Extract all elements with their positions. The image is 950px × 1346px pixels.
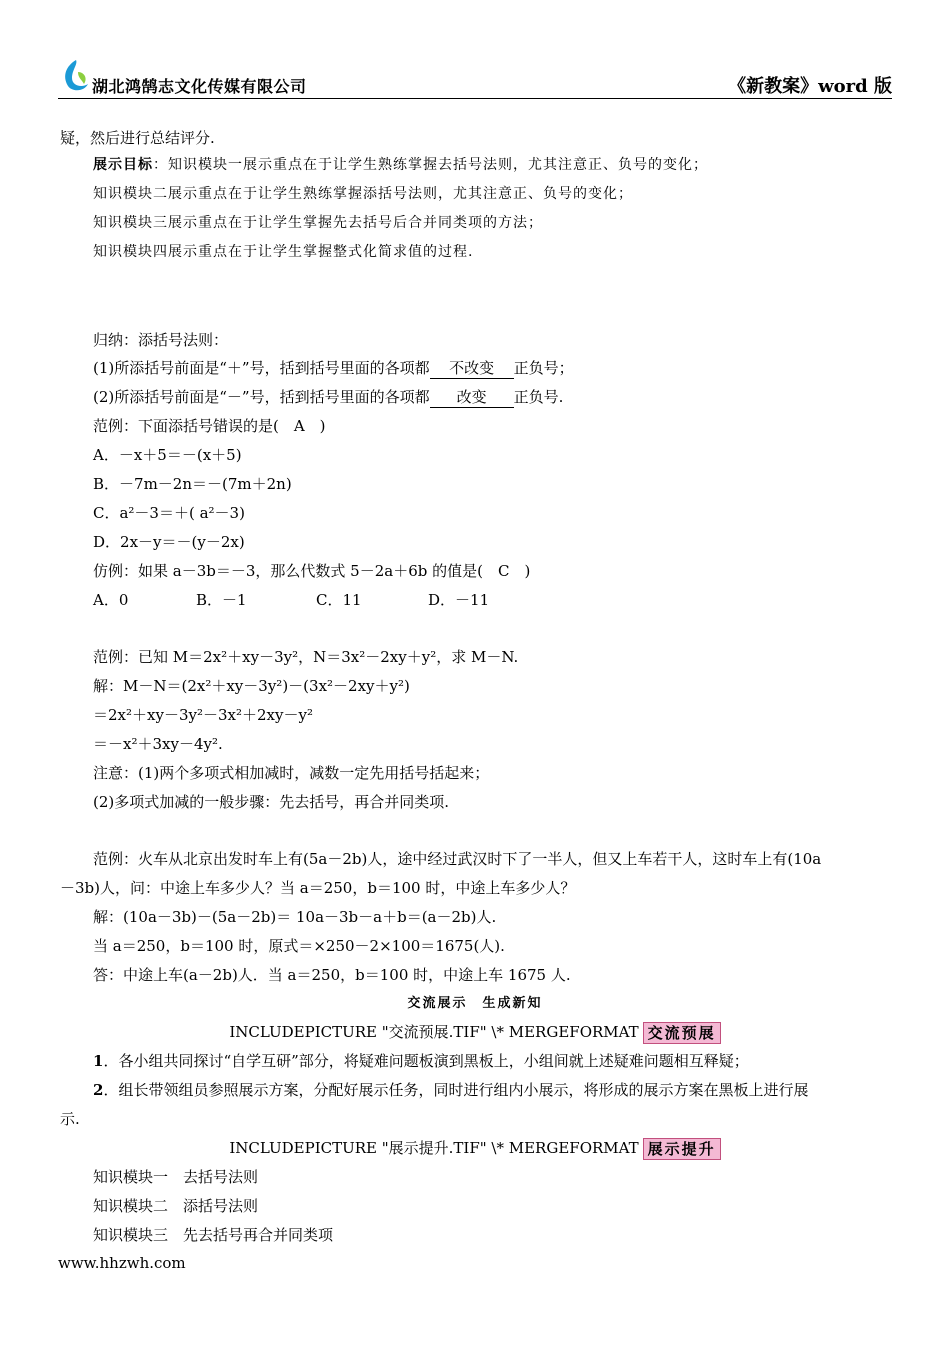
goal-text: ：知识模块一展示重点在于让学生熟练掌握去括号法则，尤其注意正、负号的变化； [153, 157, 708, 173]
summary-rule-2 [93, 387, 563, 408]
example1-option-c: C．a²－3＝＋( a²－3) [93, 504, 245, 522]
example3-line-2: －3b)人，问：中途上车多少人？当 a＝250，b＝100 时，中途上车多少人？ [60, 879, 576, 897]
item2-number: 2 [93, 1081, 104, 1099]
item2-text: ．组长带领组员参照展示方案，分配好展示任务，同时进行组内小展示，将形成的展示方案在黑板上进行展 [103, 1081, 809, 1099]
example2-step-3: ＝－x²＋3xy－4y². [93, 735, 223, 753]
example3-solution-1: 解：(10a－3b)－(5a－2b)＝ 10a－3b－a＋b＝(a－2b)人. [93, 908, 497, 926]
item1-number: 1 [93, 1052, 104, 1070]
goal-label: 展示目标 [93, 157, 153, 173]
include-picture-2 [0, 1138, 950, 1160]
example1-option-a: A．－x＋5＝－(x＋5) [93, 446, 242, 464]
section-item-1 [93, 1051, 749, 1071]
section-heading: 交流展示 生成新知 [407, 996, 543, 1011]
rule2-text: (2)所添括号前面是“－”号，括到括号里面的各项都 [93, 388, 430, 406]
module-2: 知识模块二 添括号法则 [93, 1197, 259, 1215]
exchange-badge: 交流预展 [643, 1022, 721, 1044]
practice1-question: 仿例：如果 a－3b＝－3，那么代数式 5－2a＋6b 的值是( C ) [93, 562, 531, 580]
item1-text: ．各小组共同探讨“自学互研”部分，将疑难问题板演到黑板上，小组间就上述疑难问题相互释疑； [103, 1052, 749, 1070]
section-item-2-continued: 示. [60, 1110, 80, 1128]
example1-question: 范例：下面添括号错误的是( A ) [93, 417, 326, 435]
example2-note-2: (2)多项式加减的一般步骤：先去括号，再合并同类项. [93, 793, 450, 811]
rule2-tail: 正负号. [513, 388, 564, 406]
summary-title: 归纳：添括号法则： [93, 331, 229, 349]
include-field-1: INCLUDEPICTURE "交流预展.TIF" \* MERGEFORMAT [229, 1023, 639, 1041]
example3-solution-2: 当 a＝250，b＝100 时，原式＝×250－2×100＝1675(人). [93, 937, 505, 955]
include-field-2: INCLUDEPICTURE "展示提升.TIF" \* MERGEFORMAT [229, 1139, 639, 1157]
rule2-answer: 改变 [430, 387, 514, 408]
goal-line-3: 知识模块三展示重点在于让学生掌握先去括号后合并同类项的方法； [93, 215, 543, 231]
example2-note-1: 注意：(1)两个多项式相加减时，减数一定先用括号括起来； [93, 764, 490, 782]
company-logo-icon [58, 58, 94, 94]
display-badge: 展示提升 [643, 1138, 721, 1160]
example3-line-1: 范例：火车从北京出发时车上有(5a－2b)人，途中经过武汉时下了一半人，但又上车若干人，这时车上有(10a [93, 850, 822, 868]
example2-step-1: 解：M－N＝(2x²＋xy－3y²)－(3x²－2xy＋y²) [93, 677, 410, 695]
practice1-option-b: B．－1 [196, 591, 247, 609]
practice1-option-a: A．0 [93, 591, 129, 609]
company-name: 湖北鸿鹄志文化传媒有限公司 [92, 77, 307, 96]
example1-option-d: D．2x－y＝－(y－2x) [93, 533, 245, 551]
edition-label: 《新教案》word 版 [728, 76, 892, 97]
rule1-answer: 不改变 [430, 358, 514, 379]
section-item-2 [93, 1080, 808, 1100]
page-header [58, 58, 892, 99]
goal-line-2: 知识模块二展示重点在于让学生熟练掌握添括号法则，尤其注意正、负号的变化； [93, 186, 633, 202]
practice1-option-c: C．11 [316, 591, 362, 609]
summary-rule-1 [93, 358, 574, 379]
example1-option-b: B．－7m－2n＝－(7m＋2n) [93, 475, 292, 493]
include-picture-1 [0, 1022, 950, 1044]
rule1-tail: 正负号； [513, 359, 574, 377]
practice1-option-d: D．－11 [428, 591, 490, 609]
example2-question: 范例：已知 M＝2x²＋xy－3y²，N＝3x²－2xy＋y²，求 M－N. [93, 648, 519, 666]
footer-url: www.hhzwh.com [58, 1254, 186, 1272]
module-1: 知识模块一 去括号法则 [93, 1168, 259, 1186]
example3-solution-3: 答：中途上车(a－2b)人．当 a＝250，b＝100 时，中途上车 1675 人. [93, 966, 571, 984]
intro-line: 疑，然后进行总结评分. [60, 129, 215, 147]
goal-line-4: 知识模块四展示重点在于让学生掌握整式化简求值的过程. [93, 244, 474, 260]
example2-step-2: ＝2x²＋xy－3y²－3x²＋2xy－y² [93, 706, 313, 724]
rule1-text: (1)所添括号前面是“＋”号，括到括号里面的各项都 [93, 359, 430, 377]
module-3: 知识模块三 先去括号再合并同类项 [93, 1226, 334, 1244]
goal-line [93, 155, 708, 175]
